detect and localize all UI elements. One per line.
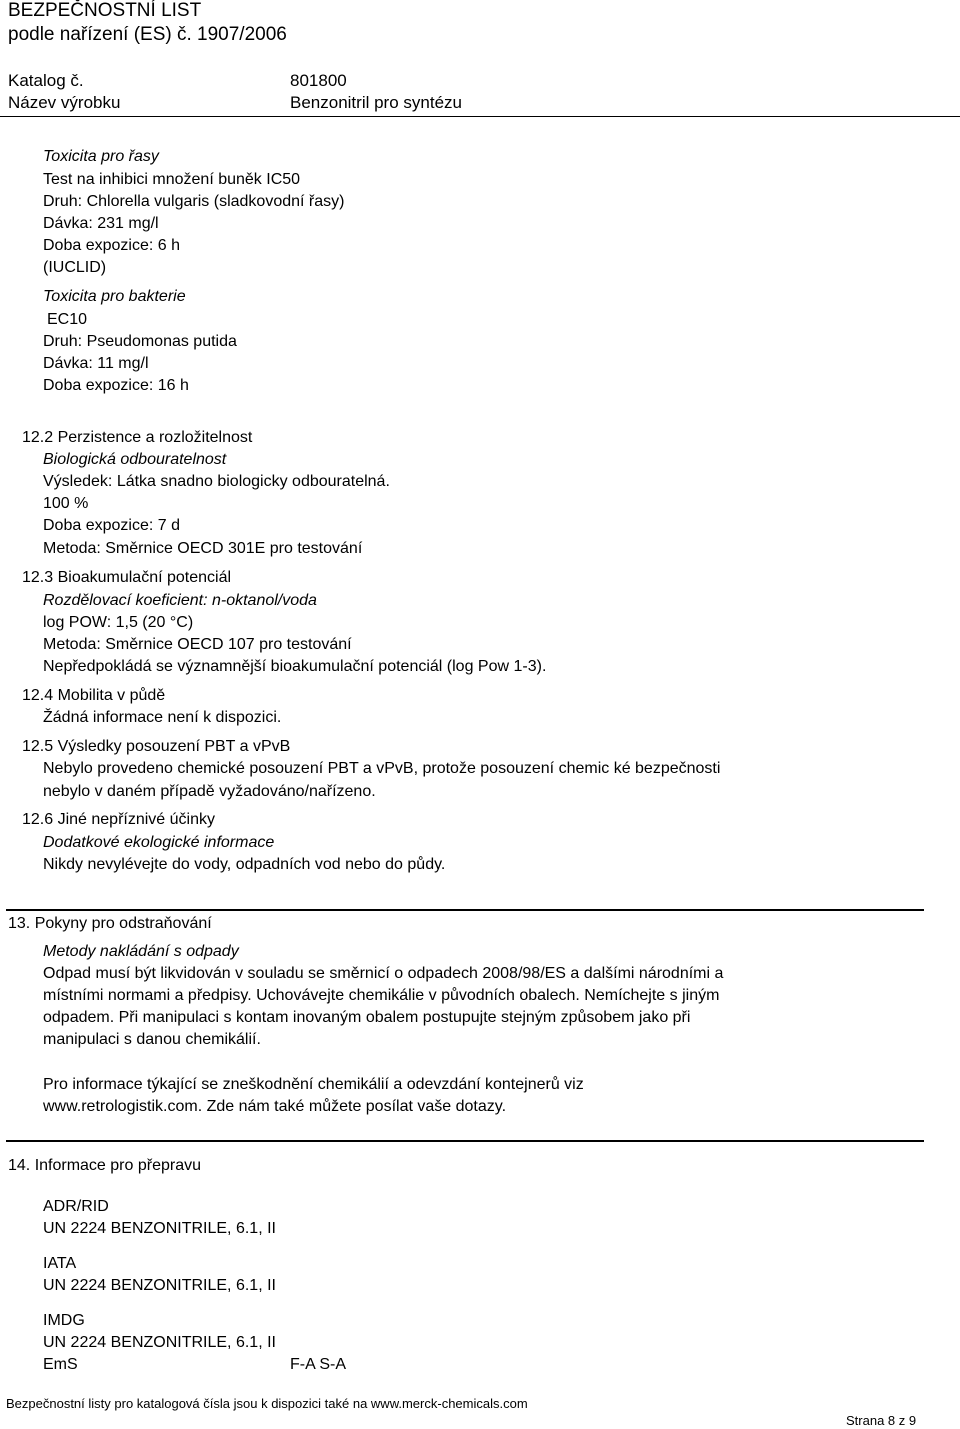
section-12-3-heading: 12.3 Bioakumulační potenciál [22,569,232,586]
section-12-2-result: Výsledek: Látka snadno biologicky odbouratelná. [43,473,390,490]
section-12-4-text: Žádná informace není k dispozici. [43,709,282,726]
iata-value: UN 2224 BENZONITRILE, 6.1, II [43,1277,276,1294]
algae-dose: Dávka: 231 mg/l [43,215,159,232]
adr-rid-value: UN 2224 BENZONITRILE, 6.1, II [43,1220,276,1237]
imdg-label: IMDG [43,1312,85,1329]
bacteria-heading: Toxicita pro bakterie [43,288,186,305]
algae-source: (IUCLID) [43,259,107,276]
catalog-value: 801800 [290,71,347,90]
bacteria-test: EC10 [47,311,88,328]
product-value: Benzonitril pro syntézu [290,93,462,112]
page-number: Strana 8 z 9 [846,1413,917,1428]
imdg-value: UN 2224 BENZONITRILE, 6.1, II [43,1334,276,1351]
section-13-p1-line2: místními normami a předpisy. Uchovávejte chemikálie v původních obalech. Nemíchejte s jiným [43,987,720,1004]
header-divider [0,116,960,117]
section-12-6-text: Nikdy nevylévejte do vody, odpadních vod nebo do půdy. [43,856,446,873]
section-12-2-heading: 12.2 Perzistence a rozložitelnost [22,429,253,446]
iata-label: IATA [43,1255,77,1272]
algae-species: Druh: Chlorella vulgaris (sladkovodní řasy) [43,193,345,210]
section-12-4-heading: 12.4 Mobilita v půdě [22,687,166,704]
section-12-5-line2: nebylo v daném případě vyžadováno/nařízeno. [43,783,376,800]
adr-rid-label: ADR/RID [43,1198,109,1215]
footer-note: Bezpečnostní listy pro katalogová čísla jsou k dispozici také na www.merck-chemicals.com [6,1396,528,1411]
section-13-subheading: Metody nakládání s odpady [43,943,239,960]
section-12-2-percent: 100 % [43,495,89,512]
section-12-3-note: Nepředpokládá se významnější bioakumulační potenciál (log Pow 1-3). [43,658,547,675]
section-14-divider [6,1140,924,1142]
section-12-3-method: Metoda: Směrnice OECD 107 pro testování [43,636,352,653]
section-12-5-line1: Nebylo provedeno chemické posouzení PBT a vPvB, protože posouzení chemic ké bezpečnosti [43,760,721,777]
section-13-p1-line3: odpadem. Při manipulaci s kontam inovaným obalem postupujte stejným způsobem jako při [43,1009,691,1026]
bacteria-exposure: Doba expozice: 16 h [43,377,189,394]
section-12-2-subheading: Biologická odbouratelnost [43,451,227,468]
section-13-p2-line1: Pro informace týkající se zneškodnění chemikálií a odevzdání kontejnerů viz [43,1076,584,1093]
bacteria-species: Druh: Pseudomonas putida [43,333,237,350]
product-label: Název výrobku [8,93,121,112]
document-subtitle: podle nařízení (ES) č. 1907/2006 [8,24,287,45]
document-header [0,0,960,118]
section-12-3-subheading: Rozdělovací koeficient: n-oktanol/voda [43,592,317,609]
ems-label: EmS [43,1356,78,1373]
section-12-3-logpow: log POW: 1,5 (20 °C) [43,614,194,631]
section-12-6-heading: 12.6 Jiné nepříznivé účinky [22,811,215,828]
section-13-p1-line1: Odpad musí být likvidován v souladu se směrnicí o odpadech 2008/98/ES a dalšími národními a [43,965,724,982]
algae-heading: Toxicita pro řasy [43,148,159,165]
section-12-6-subheading: Dodatkové ekologické informace [43,834,275,851]
algae-test: Test na inhibici množení buněk IC50 [43,171,301,188]
section-13-p1-line4: manipulaci s danou chemikálií. [43,1031,261,1048]
section-13-heading: 13. Pokyny pro odstraňování [8,915,212,932]
algae-exposure: Doba expozice: 6 h [43,237,180,254]
section-13-p2-line2: www.retrologistik.com. Zde nám také můžete posílat vaše dotazy. [43,1098,507,1115]
section-13-divider [6,909,924,911]
catalog-label: Katalog č. [8,71,84,90]
document-title: BEZPEČNOSTNÍ LIST [8,0,202,21]
ems-value: F-A S-A [290,1356,347,1373]
section-12-2-exposure: Doba expozice: 7 d [43,517,180,534]
section-14-heading: 14. Informace pro přepravu [8,1157,201,1174]
bacteria-dose: Dávka: 11 mg/l [43,355,149,372]
section-12-5-heading: 12.5 Výsledky posouzení PBT a vPvB [22,738,291,755]
section-12-2-method: Metoda: Směrnice OECD 301E pro testování [43,540,363,557]
